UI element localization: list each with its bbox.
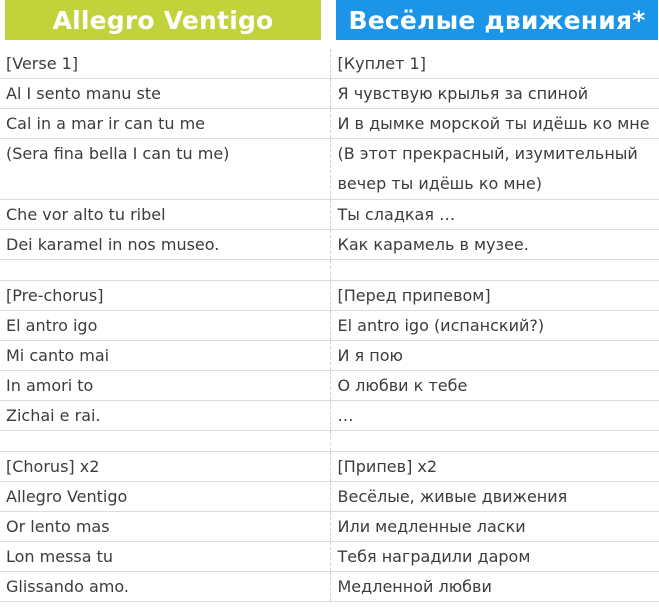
translation-title-header: Весёлые движения*: [336, 0, 658, 40]
original-line: [0, 260, 330, 281]
original-line: Allegro Ventigo: [0, 482, 330, 512]
table-row: [0, 482, 659, 512]
original-line: Al I sento manu ste: [0, 79, 330, 109]
original-line: Or lento mas: [0, 512, 330, 542]
table-row: [0, 200, 659, 230]
original-line: (Sera fina bella I can tu me): [0, 139, 330, 200]
table-row: [0, 401, 659, 431]
table-row: [0, 109, 659, 139]
translated-line: [Куплет 1]: [330, 49, 659, 79]
translated-line: Тебя наградили даром: [330, 542, 659, 572]
table-row-spacer: [0, 431, 659, 452]
original-line: Glissando amo.: [0, 572, 330, 602]
translated-line: [330, 260, 659, 281]
original-line: Che vor alto tu ribel: [0, 200, 330, 230]
table-row: [0, 371, 659, 401]
translated-line: И я пою: [330, 341, 659, 371]
table-row-spacer: [0, 260, 659, 281]
table-row: [0, 281, 659, 311]
original-line: Dei karamel in nos museo.: [0, 230, 330, 260]
translated-line: Я чувствую крылья за спиной: [330, 79, 659, 109]
original-line: [0, 431, 330, 452]
table-row: [0, 452, 659, 482]
original-line: [Verse 1]: [0, 49, 330, 79]
original-line: [Pre-chorus]: [0, 281, 330, 311]
original-title-header: Allegro Ventigo: [5, 0, 321, 40]
original-line: El antro igo: [0, 311, 330, 341]
table-row: [0, 512, 659, 542]
original-line: Cal in a mar ir can tu me: [0, 109, 330, 139]
table-row: [0, 49, 659, 79]
table-row: [0, 311, 659, 341]
table-row: [0, 230, 659, 260]
translated-line: [330, 431, 659, 452]
translated-line: О любви к тебе: [330, 371, 659, 401]
original-line: [Chorus] x2: [0, 452, 330, 482]
table-row: [0, 139, 659, 200]
translated-line: Весёлые, живые движения: [330, 482, 659, 512]
translated-line: Как карамель в музее.: [330, 230, 659, 260]
original-line: Lon messa tu: [0, 542, 330, 572]
table-row: [0, 79, 659, 109]
original-line: Zichai e rai.: [0, 401, 330, 431]
translated-line: [Припев] x2: [330, 452, 659, 482]
table-row: [0, 341, 659, 371]
translated-line: Ты сладкая …: [330, 200, 659, 230]
original-line: Mi canto mai: [0, 341, 330, 371]
original-line: In amori to: [0, 371, 330, 401]
translated-line: El antro igo (испанский?): [330, 311, 659, 341]
translated-line: [Перед припевом]: [330, 281, 659, 311]
translated-line: (В этот прекрасный, изумительный вечер ты идёшь ко мне): [330, 139, 659, 200]
table-row: [0, 572, 659, 602]
lyrics-table: [0, 49, 659, 602]
translated-line: Или медленные ласки: [330, 512, 659, 542]
translated-line: …: [330, 401, 659, 431]
translated-line: И в дымке морской ты идёшь ко мне: [330, 109, 659, 139]
translated-line: Медленной любви: [330, 572, 659, 602]
table-row: [0, 542, 659, 572]
